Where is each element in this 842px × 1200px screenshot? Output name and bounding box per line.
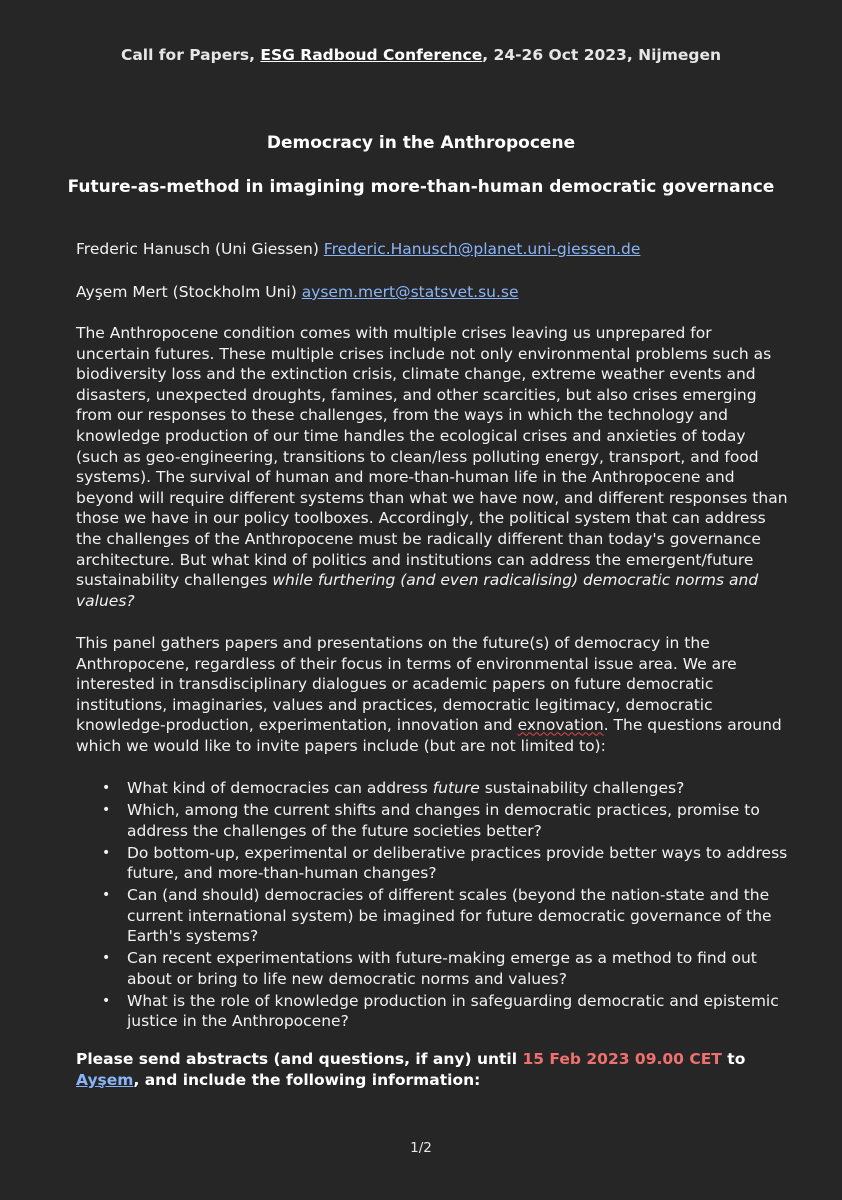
document-title: Democracy in the Anthropocene xyxy=(266,133,576,153)
page-number: 1/2 xyxy=(410,1140,432,1156)
question-text: What is the role of knowledge production in safeguarding democratic and epistemic justice in the Anthropocene? xyxy=(127,991,779,1031)
bullet-icon: • xyxy=(102,780,111,796)
list-item xyxy=(100,778,790,799)
panel-text-after: . The questions around which we would like to invite papers include (but are not limited to): xyxy=(76,716,782,755)
bullet-icon: • xyxy=(102,992,111,1009)
author-line-mert xyxy=(76,283,519,301)
conference-link[interactable]: ESG Radboud Conference xyxy=(260,46,483,64)
list-item xyxy=(100,800,790,841)
spellcheck-flagged-word: exnovation xyxy=(517,716,604,735)
question-text-after: sustainability challenges? xyxy=(479,779,685,797)
list-item xyxy=(100,991,790,1032)
author-email-link[interactable]: Frederic.Hanusch@planet.uni-giessen.de xyxy=(323,240,641,258)
intro-italic-text: while furthering (and even radicalising) democratic norms and values? xyxy=(76,571,759,610)
deadline-date: 15 Feb 2023 09.00 CET xyxy=(522,1050,722,1068)
panel-paragraph xyxy=(76,633,788,757)
list-item xyxy=(100,843,790,884)
closing-text-middle: to xyxy=(721,1050,746,1068)
contact-link[interactable]: Ayşem xyxy=(76,1070,134,1089)
questions-list xyxy=(100,778,790,1033)
question-text: Do bottom-up, experimental or deliberative practices provide better ways to address future, and more-than-human changes? xyxy=(127,843,788,883)
list-item xyxy=(100,885,790,947)
closing-text: Please send abstracts (and questions, if any) until xyxy=(76,1050,523,1068)
bullet-icon: • xyxy=(102,887,111,904)
submission-instructions xyxy=(76,1049,796,1090)
header-prefix: Call for Papers, xyxy=(120,46,261,64)
author-line-hanusch xyxy=(76,240,640,258)
question-text: Can recent experimentations with future-making emerge as a method to find out about or bring to life new democratic norms and values? xyxy=(127,949,757,988)
question-text: Which, among the current shifts and changes in democratic practices, promise to address the challenges of the future societies better? xyxy=(127,800,760,840)
list-item xyxy=(100,948,790,989)
bullet-icon: • xyxy=(102,844,111,861)
document-subtitle: Future-as-method in imagining more-than-human democratic governance xyxy=(67,177,775,197)
question-italic: future xyxy=(432,779,480,797)
intro-text: The Anthropocene condition comes with multiple crises leaving us unprepared for uncertain futures. These multiple crises include not only environmental problems such as biodiversity loss and the extinction crisis, climate change, extreme weather events and disasters, unexpected droughts, famines, and other scarcities, but also crises emerging from our responses to these challenges, from the ways in which the technology and knowledge production of our time handles the ecological crises and anxieties of today (such as geo-engineering, transitions to clean/less polluting energy, transport, and food systems). The survival of human and more-than-human life in the Anthropocene and beyond will require different systems than what we have now, and different responses than those we have in our policy toolboxes. Accordingly, the political system that can address the challenges of the Anthropocene must be radically different than today's governance architecture. But what kind of politics and institutions can address the emergent/future sustainability challenges xyxy=(76,324,788,590)
bullet-icon: • xyxy=(102,950,111,967)
intro-paragraph xyxy=(76,323,788,611)
closing-text-after: , and include the following information: xyxy=(133,1070,481,1089)
author-email-link[interactable]: aysem.mert@statsvet.su.se xyxy=(301,283,519,301)
conference-header xyxy=(0,46,842,64)
question-text: Can (and should) democracies of different scales (beyond the nation-state and the current international system) be imagined for future democratic governance of the Earth's systems? xyxy=(127,886,772,946)
author-name: Frederic Hanusch (Uni Giessen) xyxy=(76,240,324,258)
bullet-icon: • xyxy=(102,801,111,818)
question-text: What kind of democracies can address xyxy=(127,779,433,797)
panel-text-before: This panel gathers papers and presentations on the future(s) of democracy in the Anthropocene, regardless of their focus in terms of environmental issue area. We are interested in transdisciplinary dialogues or academic papers on future democratic institutions, imaginaries, values and practices, democratic legitimacy, democratic knowledge-production, experimentation, innovation and xyxy=(76,634,737,735)
author-name: Ayşem Mert (Stockholm Uni) xyxy=(76,283,302,301)
header-suffix: , 24-26 Oct 2023, Nijmegen xyxy=(482,46,722,64)
